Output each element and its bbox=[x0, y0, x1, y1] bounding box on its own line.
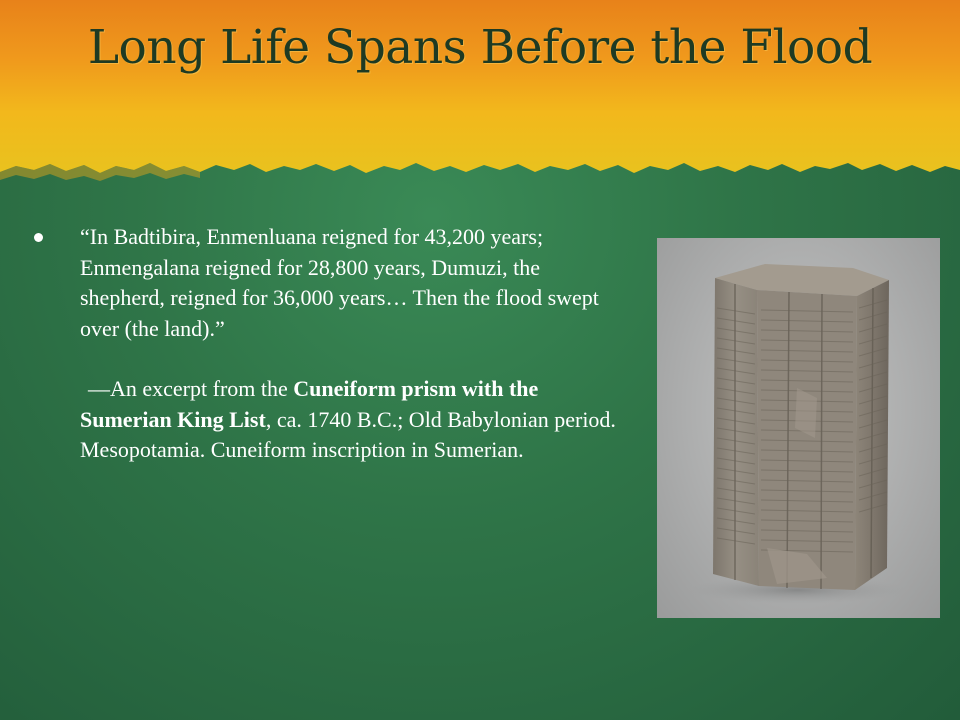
quote-text: “In Badtibira, Enmenluana reigned for 43,200 years; Enmengalana reigned for 28,800 years, Dumuzi, the shepherd, reigned for 36,000 years… Then the flood swept over (the land).” bbox=[80, 224, 599, 341]
bullet-dot-icon bbox=[34, 233, 43, 242]
slide-body bbox=[30, 222, 630, 466]
attribution-text bbox=[80, 374, 630, 466]
cuneiform-prism-icon bbox=[657, 238, 940, 618]
attribution-title: Cuneiform prism with the Sumerian King List bbox=[80, 376, 539, 432]
cuneiform-prism-photo bbox=[657, 238, 940, 618]
slide-title: Long Life Spans Before the Flood bbox=[87, 20, 873, 75]
attribution-prefix: —An excerpt from the bbox=[88, 376, 294, 401]
bullet-item bbox=[30, 222, 630, 466]
attribution-suffix: , ca. 1740 B.C.; Old Babylonian period. Mesopotamia. Cuneiform inscription in Sumerian. bbox=[80, 406, 616, 462]
